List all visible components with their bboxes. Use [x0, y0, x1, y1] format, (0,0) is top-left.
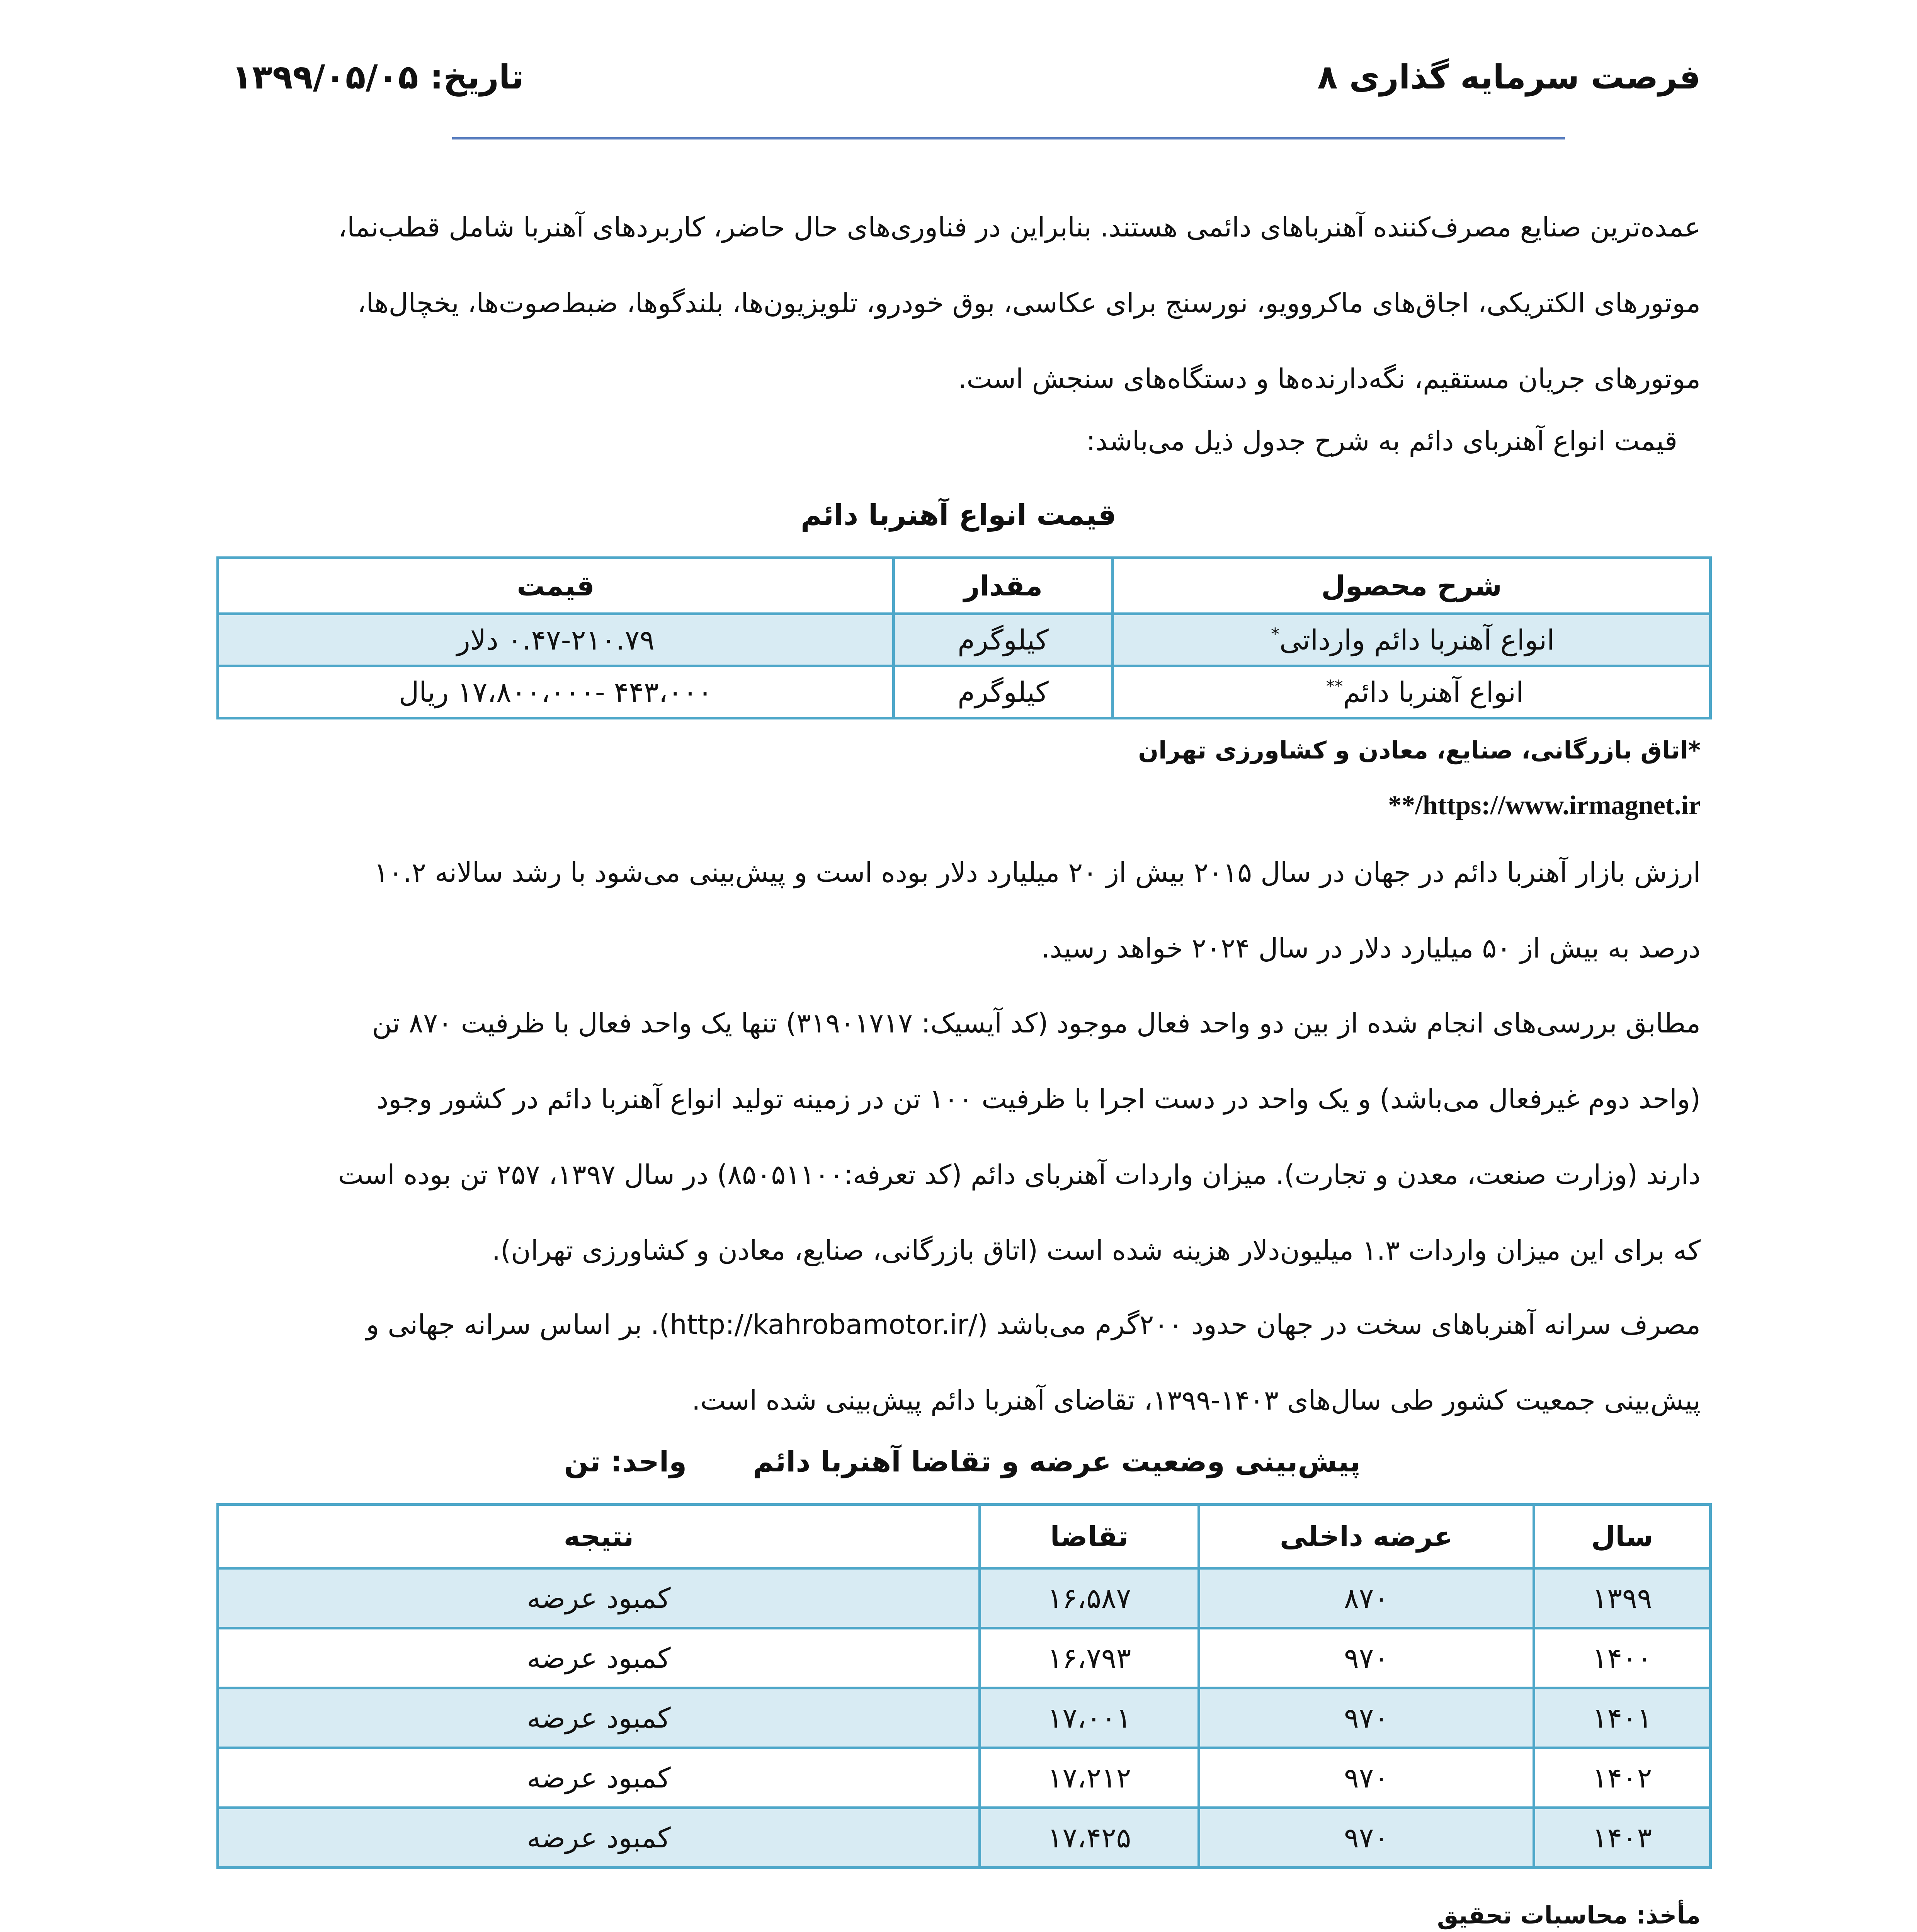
document-date: تاریخ: ۱۳۹۹/۰۵/۰۵	[232, 58, 524, 97]
forecast-cell-supply: ۹۷۰	[1199, 1808, 1534, 1868]
forecast-header-supply: عرضه داخلی	[1199, 1505, 1534, 1568]
forecast-cell-result: کمبود عرضه	[218, 1688, 980, 1748]
survey-line: (واحد دوم غیرفعال می‌باشد) و یک واحد در دست اجرا با ظرفیت ۱۰۰ تن در زمینه تولید انواع آهنربا دائم در کشور وجود	[376, 1083, 1701, 1115]
consumption-line: مصرف سرانه آهنرباهای سخت در جهان حدود ۲۰۰گرم می‌باشد (/http://kahrobamotor.ir). بر اساس سرانه جهانی و	[366, 1309, 1701, 1340]
price-header-price: قیمت	[218, 558, 894, 614]
intro-line: موتورهای الکتریکی، اجاق‌های ماکروویو، نورسنج برای عکاسی، بوق خودرو، تلویزیون‌ها، بلندگوها، ضبط‌صوت‌ها، یخچال‌ها،	[357, 287, 1701, 319]
market-paragraph	[217, 835, 1701, 986]
forecast-cell-demand: ۱۶،۵۸۷	[980, 1568, 1199, 1628]
intro-paragraph	[217, 189, 1701, 417]
intro-line: موتورهای جریان مستقیم، نگه‌دارنده‌ها و دستگاه‌های سنجش است.	[958, 363, 1701, 395]
price-cell-desc	[1113, 614, 1711, 666]
header-divider	[452, 137, 1565, 139]
forecast-header-demand: تقاضا	[980, 1505, 1199, 1568]
document-title: فرصت سرمایه گذاری ۸	[1317, 58, 1701, 97]
price-cell-price: ۴۴۳،۰۰۰ -۱۷،۸۰۰،۰۰۰ ریال	[218, 666, 894, 718]
forecast-source: مأخذ: محاسبات تحقیق	[1437, 1901, 1701, 1929]
forecast-cell-supply: ۸۷۰	[1199, 1568, 1534, 1628]
price-cell-unit: کیلوگرم	[894, 614, 1113, 666]
forecast-unit-label: واحد: تن	[564, 1445, 687, 1478]
forecast-cell-result: کمبود عرضه	[218, 1628, 980, 1688]
forecast-cell-year: ۱۳۹۹	[1534, 1568, 1711, 1628]
survey-line: مطابق بررسی‌های انجام شده از بین دو واحد فعال موجود (کد آیسیک: ۳۱۹۰۱۷۱۷) تنها یک واحد فعال با ظرفیت ۸۷۰ تن	[372, 1007, 1701, 1039]
intro-line: عمده‌ترین صنایع مصرف‌کننده آهنرباهای دائمی هستند. بنابراین در فناوری‌های حال حاضر، کاربردهای آهنربا شامل قطب‌نما،	[338, 211, 1701, 243]
forecast-table	[216, 1503, 1712, 1869]
forecast-cell-demand: ۱۷،۰۰۱	[980, 1688, 1199, 1748]
survey-paragraph	[217, 985, 1701, 1288]
forecast-header-year: سال	[1534, 1505, 1711, 1568]
price-cell-unit: کیلوگرم	[894, 666, 1113, 718]
price-cell-desc	[1113, 666, 1711, 718]
price-footnote-2: **/https://www.irmagnet.ir	[1388, 791, 1701, 820]
price-intro: قیمت انواع آهنربای دائم به شرح جدول ذیل می‌باشد:	[1086, 425, 1677, 457]
forecast-cell-result: کمبود عرضه	[218, 1748, 980, 1808]
price-desc-text: انواع آهنربا دائم	[1343, 676, 1524, 708]
consumption-paragraph	[217, 1287, 1701, 1438]
forecast-cell-supply: ۹۷۰	[1199, 1748, 1534, 1808]
forecast-cell-demand: ۱۶،۷۹۳	[980, 1628, 1199, 1688]
market-line: درصد به بیش از ۵۰ میلیارد دلار در سال ۲۰۲۴ خواهد رسید.	[1041, 932, 1701, 964]
forecast-cell-demand: ۱۷،۴۲۵	[980, 1808, 1199, 1868]
price-cell-price: ۰.۴۷-۲۱۰.۷۹ دلار	[218, 614, 894, 666]
forecast-cell-supply: ۹۷۰	[1199, 1628, 1534, 1688]
price-header-desc: شرح محصول	[1113, 558, 1711, 614]
forecast-cell-year: ۱۴۰۲	[1534, 1748, 1711, 1808]
forecast-cell-result: کمبود عرضه	[218, 1568, 980, 1628]
consumption-line: پیش‌بینی جمعیت کشور طی سال‌های ۱۴۰۳-۱۳۹۹، تقاضای آهنربا دائم پیش‌بینی شده است.	[692, 1384, 1701, 1416]
price-desc-text: انواع آهنربا دائم وارداتی	[1279, 624, 1555, 656]
price-footnote-1: *اتاق بازرگانی، صنایع، معادن و کشاورزی تهران	[1138, 736, 1701, 764]
price-header-unit: مقدار	[894, 558, 1113, 614]
price-table	[216, 556, 1712, 719]
forecast-table-caption: پیش‌بینی وضعیت عرضه و تقاضا آهنربا دائم	[753, 1445, 1361, 1478]
survey-line: که برای این میزان واردات ۱.۳ میلیون‌دلار هزینه شده است (اتاق بازرگانی، صنایع، معادن و کشاورزی تهران).	[492, 1235, 1701, 1266]
survey-line: دارند (وزارت صنعت، معدن و تجارت). میزان واردات آهنربای دائم (کد تعرفه:۸۵۰۵۱۱۰۰) در سال ۱۳۹۷، ۲۵۷ تن بوده است	[338, 1159, 1701, 1190]
forecast-cell-year: ۱۴۰۰	[1534, 1628, 1711, 1688]
forecast-header-result: نتیجه	[218, 1505, 980, 1568]
forecast-cell-result: کمبود عرضه	[218, 1808, 980, 1868]
forecast-cell-supply: ۹۷۰	[1199, 1688, 1534, 1748]
price-table-caption: قیمت انواع آهنربا دائم	[801, 498, 1116, 532]
footnote-mark: **	[1326, 677, 1343, 696]
forecast-cell-year: ۱۴۰۳	[1534, 1808, 1711, 1868]
footnote-mark: *	[1271, 624, 1280, 644]
forecast-cell-demand: ۱۷،۲۱۲	[980, 1748, 1199, 1808]
forecast-cell-year: ۱۴۰۱	[1534, 1688, 1711, 1748]
market-line: ارزش بازار آهنربا دائم در جهان در سال ۲۰۱۵ بیش از ۲۰ میلیارد دلار بوده است و پیش‌بینی می‌شود با رشد سالانه ۱۰.۲	[374, 857, 1701, 888]
